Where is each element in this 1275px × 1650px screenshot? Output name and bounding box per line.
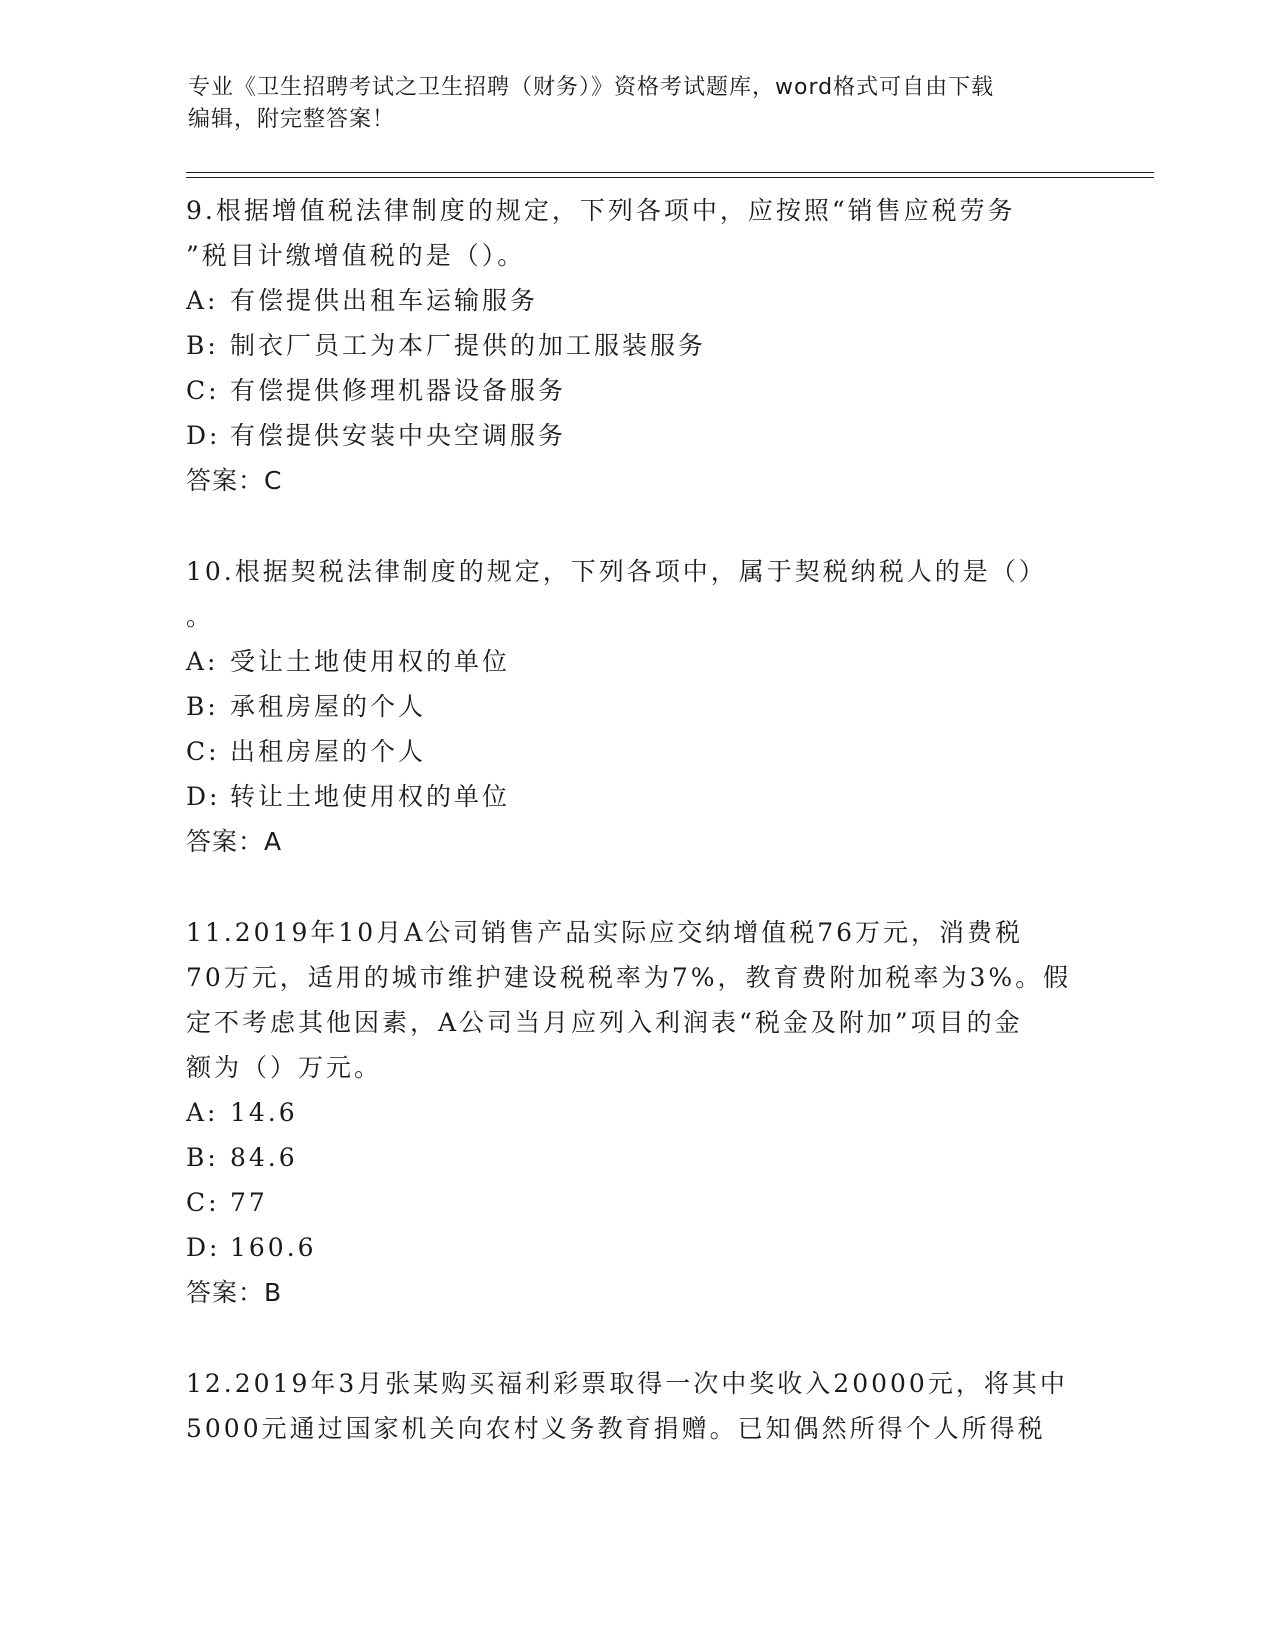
option-text: 有偿提供修理机器设备服务 (230, 376, 567, 405)
option-d (186, 1225, 1086, 1270)
option-letter: C: (186, 737, 220, 766)
option-letter: D: (186, 782, 221, 811)
option-text: 有偿提供出租车运输服务 (230, 286, 539, 315)
spacer (186, 503, 1086, 549)
option-text: 77 (230, 1188, 268, 1217)
option-letter: D: (186, 421, 221, 450)
option-letter: C: (186, 376, 220, 405)
answer-line: 答案：B (186, 1278, 283, 1307)
option-text: 制衣厂员工为本厂提供的加工服装服务 (230, 331, 707, 360)
option-b (186, 684, 1086, 729)
header-line-2: 编辑，附完整答案！ (188, 107, 396, 132)
option-letter: B: (186, 1143, 219, 1172)
option-b (186, 323, 1086, 368)
question-stem-line: 额为（）万元。 (186, 1053, 383, 1082)
option-letter: B: (186, 692, 219, 721)
question-stem-line: 11.2019年10月A公司销售产品实际应交纳增值税76万元，消费税 (186, 918, 1024, 947)
question-stem-line: 定不考虑其他因素，A公司当月应列入利润表“税金及附加”项目的金 (186, 1008, 1023, 1037)
question-list (186, 188, 1086, 1451)
option-letter: A: (186, 1098, 219, 1127)
option-c (186, 729, 1086, 774)
question-11 (186, 910, 1086, 1315)
question-stem-line: 5000元通过国家机关向农村义务教育捐赠。已知偶然所得个人所得税 (186, 1414, 1046, 1443)
question-stem-line: 10.根据契税法律制度的规定，下列各项中，属于契税纳税人的是（） (186, 557, 1047, 586)
option-letter: B: (186, 331, 219, 360)
option-a (186, 639, 1086, 684)
header-line-1: 专业《卫生招聘考试之卫生招聘（财务）》资格考试题库，word格式可自由下载 (188, 75, 995, 100)
answer-line: 答案：A (186, 827, 283, 856)
option-d (186, 774, 1086, 819)
answer-line: 答案：C (186, 466, 283, 495)
option-a (186, 1090, 1086, 1135)
option-letter: A: (186, 286, 219, 315)
spacer (186, 864, 1086, 910)
option-b (186, 1135, 1086, 1180)
document-header (188, 72, 1088, 136)
option-text: 84.6 (230, 1143, 298, 1172)
option-letter: D: (186, 1233, 221, 1262)
option-c (186, 1180, 1086, 1225)
option-d (186, 413, 1086, 458)
option-letter: A: (186, 647, 219, 676)
option-text: 160.6 (230, 1233, 317, 1262)
question-stem-line: 。 (186, 602, 215, 631)
question-12 (186, 1361, 1086, 1451)
option-text: 转让土地使用权的单位 (230, 782, 511, 811)
option-text: 承租房屋的个人 (230, 692, 427, 721)
header-rule-bottom (186, 177, 1154, 178)
question-9 (186, 188, 1086, 503)
option-a (186, 278, 1086, 323)
header-rule-top (186, 172, 1154, 173)
question-stem-line: 70万元，适用的城市维护建设税税率为7%，教育费附加税率为3%。假 (186, 963, 1072, 992)
option-c (186, 368, 1086, 413)
option-text: 14.6 (230, 1098, 298, 1127)
question-10 (186, 549, 1086, 864)
option-text: 有偿提供安装中央空调服务 (230, 421, 567, 450)
question-stem-line: ”税目计缴增值税的是（）。 (186, 241, 526, 270)
spacer (186, 1315, 1086, 1361)
option-letter: C: (186, 1188, 220, 1217)
question-stem-line: 12.2019年3月张某购买福利彩票取得一次中奖收入20000元，将其中 (186, 1369, 1068, 1398)
question-stem-line: 9.根据增值税法律制度的规定，下列各项中，应按照“销售应税劳务 (186, 196, 1016, 225)
option-text: 出租房屋的个人 (230, 737, 427, 766)
option-text: 受让土地使用权的单位 (230, 647, 511, 676)
